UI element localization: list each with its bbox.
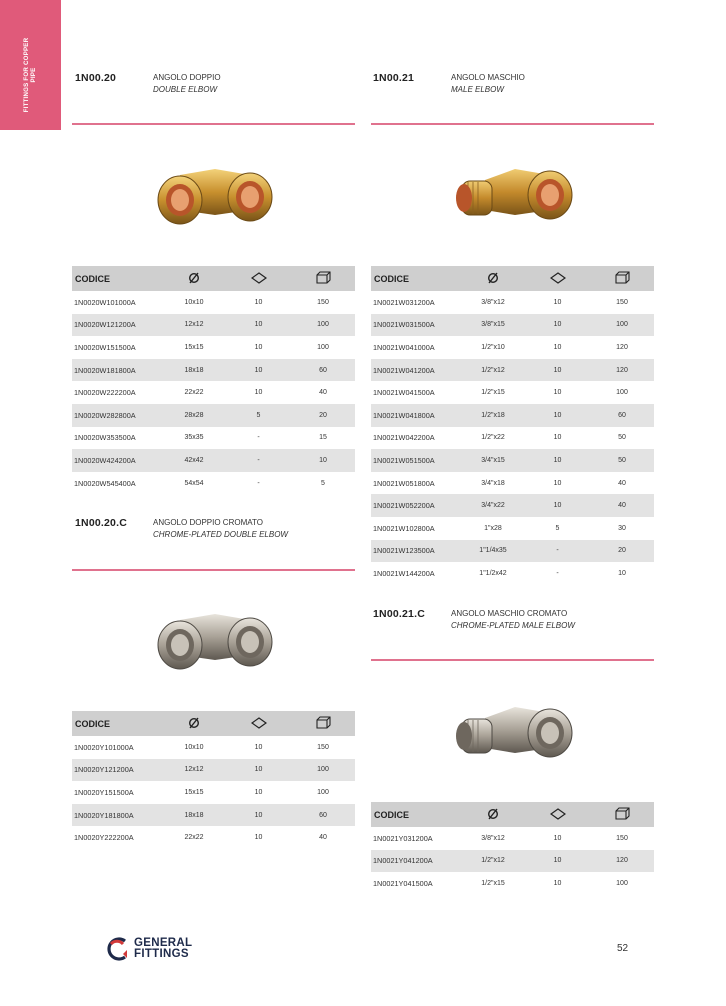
diameter-icon: [461, 802, 525, 827]
cell-article-code: 1N0021W031200A: [373, 297, 435, 307]
product-code: 1N00.20: [75, 72, 117, 84]
cell-pack-qty: -: [556, 569, 559, 577]
table-row: [371, 540, 654, 563]
cell-article-code: 1N0021Y041200A: [371, 850, 461, 873]
cell-pack-qty: 10: [254, 389, 263, 397]
table-row: [371, 314, 654, 337]
table-row: [72, 359, 355, 382]
table-row: [72, 736, 355, 759]
product-description: [153, 72, 221, 96]
product-description: [451, 608, 575, 632]
cell-size: 15x15: [184, 788, 204, 796]
cell-size: 15x15: [184, 343, 204, 351]
cell-size: 22x22: [184, 389, 204, 397]
cell-pack-qty: 10: [525, 449, 590, 472]
table-row: [72, 336, 355, 359]
product-header-1n0021c: [371, 608, 654, 648]
cell-article-code: 1N0020W424200A: [72, 449, 162, 472]
chrome-double-elbow-image: [135, 585, 295, 695]
cell-pack-qty: 10: [553, 343, 562, 351]
table-row: [371, 850, 654, 873]
cell-pack-qty: -: [226, 449, 291, 472]
table-row: [371, 517, 654, 540]
cell-box-qty: 120: [590, 359, 654, 382]
cell-box-qty: 20: [291, 404, 355, 427]
brass-double-elbow-image: [135, 140, 295, 250]
cell-box-qty: 60: [291, 359, 355, 382]
cell-size: 12x12: [162, 759, 226, 782]
product-name-it: ANGOLO MASCHIO CROMATO: [451, 609, 568, 618]
cell-size: 1/2"x15: [481, 879, 505, 887]
cell-article-code: 1N0020W121200A: [72, 314, 162, 337]
cell-box-qty: 30: [618, 524, 626, 532]
cell-box-qty: 150: [317, 743, 329, 751]
cell-article-code: 1N0020W151500A: [74, 342, 136, 352]
chrome-male-elbow-image: [435, 678, 595, 788]
diameter-icon: [162, 266, 226, 291]
cell-size: 54x54: [184, 479, 204, 487]
table-row: [72, 759, 355, 782]
cell-pack-qty: 10: [525, 850, 590, 873]
section-divider: [371, 659, 654, 661]
cell-box-qty: 100: [590, 314, 654, 337]
table-row: [371, 494, 654, 517]
box-quantity-icon: [291, 266, 355, 291]
cell-size: 35x35: [184, 434, 204, 442]
table-row: [371, 404, 654, 427]
table-header-row: [72, 266, 355, 291]
cell-article-code: 1N0021Y041500A: [373, 878, 433, 888]
table-row: [371, 872, 654, 895]
cell-box-qty: 100: [616, 879, 628, 887]
header-code: CODICE: [72, 266, 162, 291]
cell-article-code: 1N0021W144200A: [373, 568, 435, 578]
cell-size: 3/4"x15: [461, 449, 525, 472]
inner-pack-icon: [226, 266, 291, 291]
cell-box-qty: 100: [291, 314, 355, 337]
cell-size: 10x10: [184, 743, 204, 751]
cell-article-code: 1N0021Y031200A: [373, 833, 433, 843]
product-name-it: ANGOLO DOPPIO CROMATO: [153, 518, 263, 527]
table-row: [371, 381, 654, 404]
table-1n0021: [371, 266, 654, 585]
cell-pack-qty: -: [257, 434, 260, 442]
section-divider: [72, 123, 355, 125]
cell-box-qty: 100: [317, 788, 329, 796]
cell-box-qty: 100: [616, 389, 628, 397]
cell-article-code: 1N0020W222200A: [74, 388, 136, 398]
cell-box-qty: 150: [317, 298, 329, 306]
cell-pack-qty: 10: [553, 834, 562, 842]
cell-article-code: 1N0020W282800A: [72, 404, 162, 427]
cell-size: 1/2"x12: [461, 850, 525, 873]
cell-size: 3/8"x12: [481, 834, 505, 842]
cell-pack-qty: -: [525, 540, 590, 563]
inner-pack-icon: [525, 266, 590, 291]
brand-line1: GENERAL: [134, 937, 193, 949]
cell-pack-qty: -: [257, 479, 260, 487]
cell-box-qty: 120: [616, 343, 628, 351]
product-name-en: CHROME-PLATED DOUBLE ELBOW: [153, 530, 288, 539]
product-name-en: CHROME-PLATED MALE ELBOW: [451, 621, 575, 630]
product-code: 1N00.21.C: [373, 608, 425, 620]
cell-article-code: 1N0020Y181800A: [72, 804, 162, 827]
cell-box-qty: 60: [590, 404, 654, 427]
section-divider: [72, 569, 355, 571]
cell-pack-qty: 5: [555, 524, 560, 532]
cell-article-code: 1N0020W545400A: [74, 478, 136, 488]
cell-size: 1"1/2x42: [479, 569, 507, 577]
cell-article-code: 1N0020W353500A: [74, 433, 136, 443]
cell-box-qty: 120: [590, 850, 654, 873]
side-label-line2: PIPE: [30, 67, 37, 83]
box-quantity-icon: [291, 711, 355, 736]
product-header-1n0020: [73, 72, 356, 112]
cell-pack-qty: 10: [226, 314, 291, 337]
product-name-it: ANGOLO DOPPIO: [153, 73, 221, 82]
cell-pack-qty: 10: [254, 298, 263, 306]
header-code: CODICE: [72, 711, 162, 736]
table-row: [371, 449, 654, 472]
cell-article-code: 1N0020Y222200A: [74, 833, 134, 843]
header-code: CODICE: [371, 802, 461, 827]
diameter-icon: [162, 711, 226, 736]
table-1n0021c: [371, 802, 654, 895]
table-header-row: [371, 266, 654, 291]
table-1n0020c: [72, 711, 355, 849]
product-name-it: ANGOLO MASCHIO: [451, 73, 525, 82]
table-row: [72, 427, 355, 450]
cell-box-qty: 100: [291, 759, 355, 782]
side-label-line1: FITTINGS FOR COPPER: [23, 37, 30, 113]
cell-size: 28x28: [162, 404, 226, 427]
cell-pack-qty: 10: [254, 834, 263, 842]
header-code: CODICE: [371, 266, 461, 291]
diameter-icon: [461, 266, 525, 291]
cell-pack-qty: 10: [226, 359, 291, 382]
cell-box-qty: 40: [590, 494, 654, 517]
cell-article-code: 1N0020Y121200A: [72, 759, 162, 782]
cell-size: 10x10: [184, 298, 204, 306]
inner-pack-icon: [226, 711, 291, 736]
table-header-row: [371, 802, 654, 827]
box-quantity-icon: [590, 802, 654, 827]
cell-article-code: 1N0020Y101000A: [74, 742, 134, 752]
cell-box-qty: 60: [291, 804, 355, 827]
cell-box-qty: 15: [319, 434, 327, 442]
cell-pack-qty: 10: [254, 788, 263, 796]
cell-article-code: 1N0020W101000A: [74, 297, 136, 307]
product-description: [451, 72, 525, 96]
product-header-1n0020c: [73, 517, 356, 557]
cell-box-qty: 10: [291, 449, 355, 472]
cell-box-qty: 50: [618, 434, 626, 442]
table-row: [72, 472, 355, 495]
cell-article-code: 1N0021W041800A: [371, 404, 461, 427]
cell-pack-qty: 10: [226, 804, 291, 827]
cell-size: 18x18: [162, 804, 226, 827]
cell-article-code: 1N0021W031500A: [371, 314, 461, 337]
cell-article-code: 1N0021W102800A: [373, 523, 435, 533]
cell-article-code: 1N0021W052200A: [371, 494, 461, 517]
cell-pack-qty: 10: [226, 759, 291, 782]
cell-size: 3/8"x12: [481, 298, 505, 306]
brass-male-elbow-image: [435, 140, 595, 250]
general-fittings-logo: [106, 936, 192, 962]
table-row: [72, 826, 355, 849]
cell-pack-qty: 10: [525, 314, 590, 337]
table-row: [72, 381, 355, 404]
cell-box-qty: 150: [616, 298, 628, 306]
table-row: [371, 291, 654, 314]
cell-box-qty: 150: [616, 834, 628, 842]
cell-box-qty: 40: [319, 389, 327, 397]
cell-pack-qty: 10: [254, 343, 263, 351]
cell-pack-qty: 10: [553, 434, 562, 442]
table-row: [371, 427, 654, 450]
cell-size: 1/2"x22: [481, 434, 505, 442]
side-category-tab: [0, 0, 61, 130]
page-number: 52: [617, 943, 629, 954]
table-row: [72, 804, 355, 827]
cell-box-qty: 40: [618, 479, 626, 487]
table-row: [72, 314, 355, 337]
cell-size: 12x12: [162, 314, 226, 337]
cell-size: 18x18: [162, 359, 226, 382]
table-row: [371, 562, 654, 585]
cell-size: 22x22: [184, 834, 204, 842]
brand-name: [134, 938, 192, 960]
table-1n0020: [72, 266, 355, 494]
table-row: [72, 781, 355, 804]
cell-size: 1/2"x15: [481, 389, 505, 397]
cell-size: 3/8"x15: [461, 314, 525, 337]
cell-size: 1/2"x12: [461, 359, 525, 382]
cell-box-qty: 50: [590, 449, 654, 472]
cell-pack-qty: 10: [525, 359, 590, 382]
cell-pack-qty: 10: [553, 298, 562, 306]
cell-pack-qty: 10: [553, 479, 562, 487]
product-description: [153, 517, 288, 541]
cell-size: 42x42: [162, 449, 226, 472]
cell-size: 3/4"x18: [481, 479, 505, 487]
cell-article-code: 1N0021W042200A: [373, 433, 435, 443]
cell-article-code: 1N0021W051500A: [371, 449, 461, 472]
cell-box-qty: 20: [590, 540, 654, 563]
box-quantity-icon: [590, 266, 654, 291]
product-code: 1N00.20.C: [75, 517, 127, 529]
cell-size: 3/4"x22: [461, 494, 525, 517]
cell-article-code: 1N0021W041500A: [373, 388, 435, 398]
brand-line2: FITTINGS: [134, 948, 189, 960]
cell-article-code: 1N0021W123500A: [371, 540, 461, 563]
side-category-label: [23, 38, 37, 113]
product-header-1n0021: [371, 72, 654, 112]
cell-pack-qty: 10: [525, 404, 590, 427]
table-header-row: [72, 711, 355, 736]
table-row: [72, 404, 355, 427]
table-row: [371, 827, 654, 850]
cell-box-qty: 10: [618, 569, 626, 577]
inner-pack-icon: [525, 802, 590, 827]
cell-box-qty: 40: [319, 834, 327, 842]
cell-article-code: 1N0020Y151500A: [74, 787, 134, 797]
cell-pack-qty: 5: [226, 404, 291, 427]
cell-article-code: 1N0021W041200A: [371, 359, 461, 382]
section-divider: [371, 123, 654, 125]
cell-article-code: 1N0021W041000A: [373, 342, 435, 352]
table-row: [72, 449, 355, 472]
table-row: [371, 336, 654, 359]
table-row: [72, 291, 355, 314]
cell-article-code: 1N0020W181800A: [72, 359, 162, 382]
cell-size: 1"x28: [484, 524, 502, 532]
cell-size: 1"1/4x35: [461, 540, 525, 563]
cell-article-code: 1N0021W051800A: [373, 478, 435, 488]
brand-mark-icon: [106, 936, 130, 962]
table-row: [371, 359, 654, 382]
cell-size: 1/2"x10: [481, 343, 505, 351]
cell-pack-qty: 10: [525, 494, 590, 517]
cell-box-qty: 100: [317, 343, 329, 351]
cell-size: 1/2"x18: [461, 404, 525, 427]
product-name-en: MALE ELBOW: [451, 85, 504, 94]
product-code: 1N00.21: [373, 72, 415, 84]
cell-box-qty: 5: [321, 479, 325, 487]
cell-pack-qty: 10: [254, 743, 263, 751]
cell-pack-qty: 10: [553, 389, 562, 397]
table-row: [371, 472, 654, 495]
product-name-en: DOUBLE ELBOW: [153, 85, 218, 94]
cell-pack-qty: 10: [553, 879, 562, 887]
